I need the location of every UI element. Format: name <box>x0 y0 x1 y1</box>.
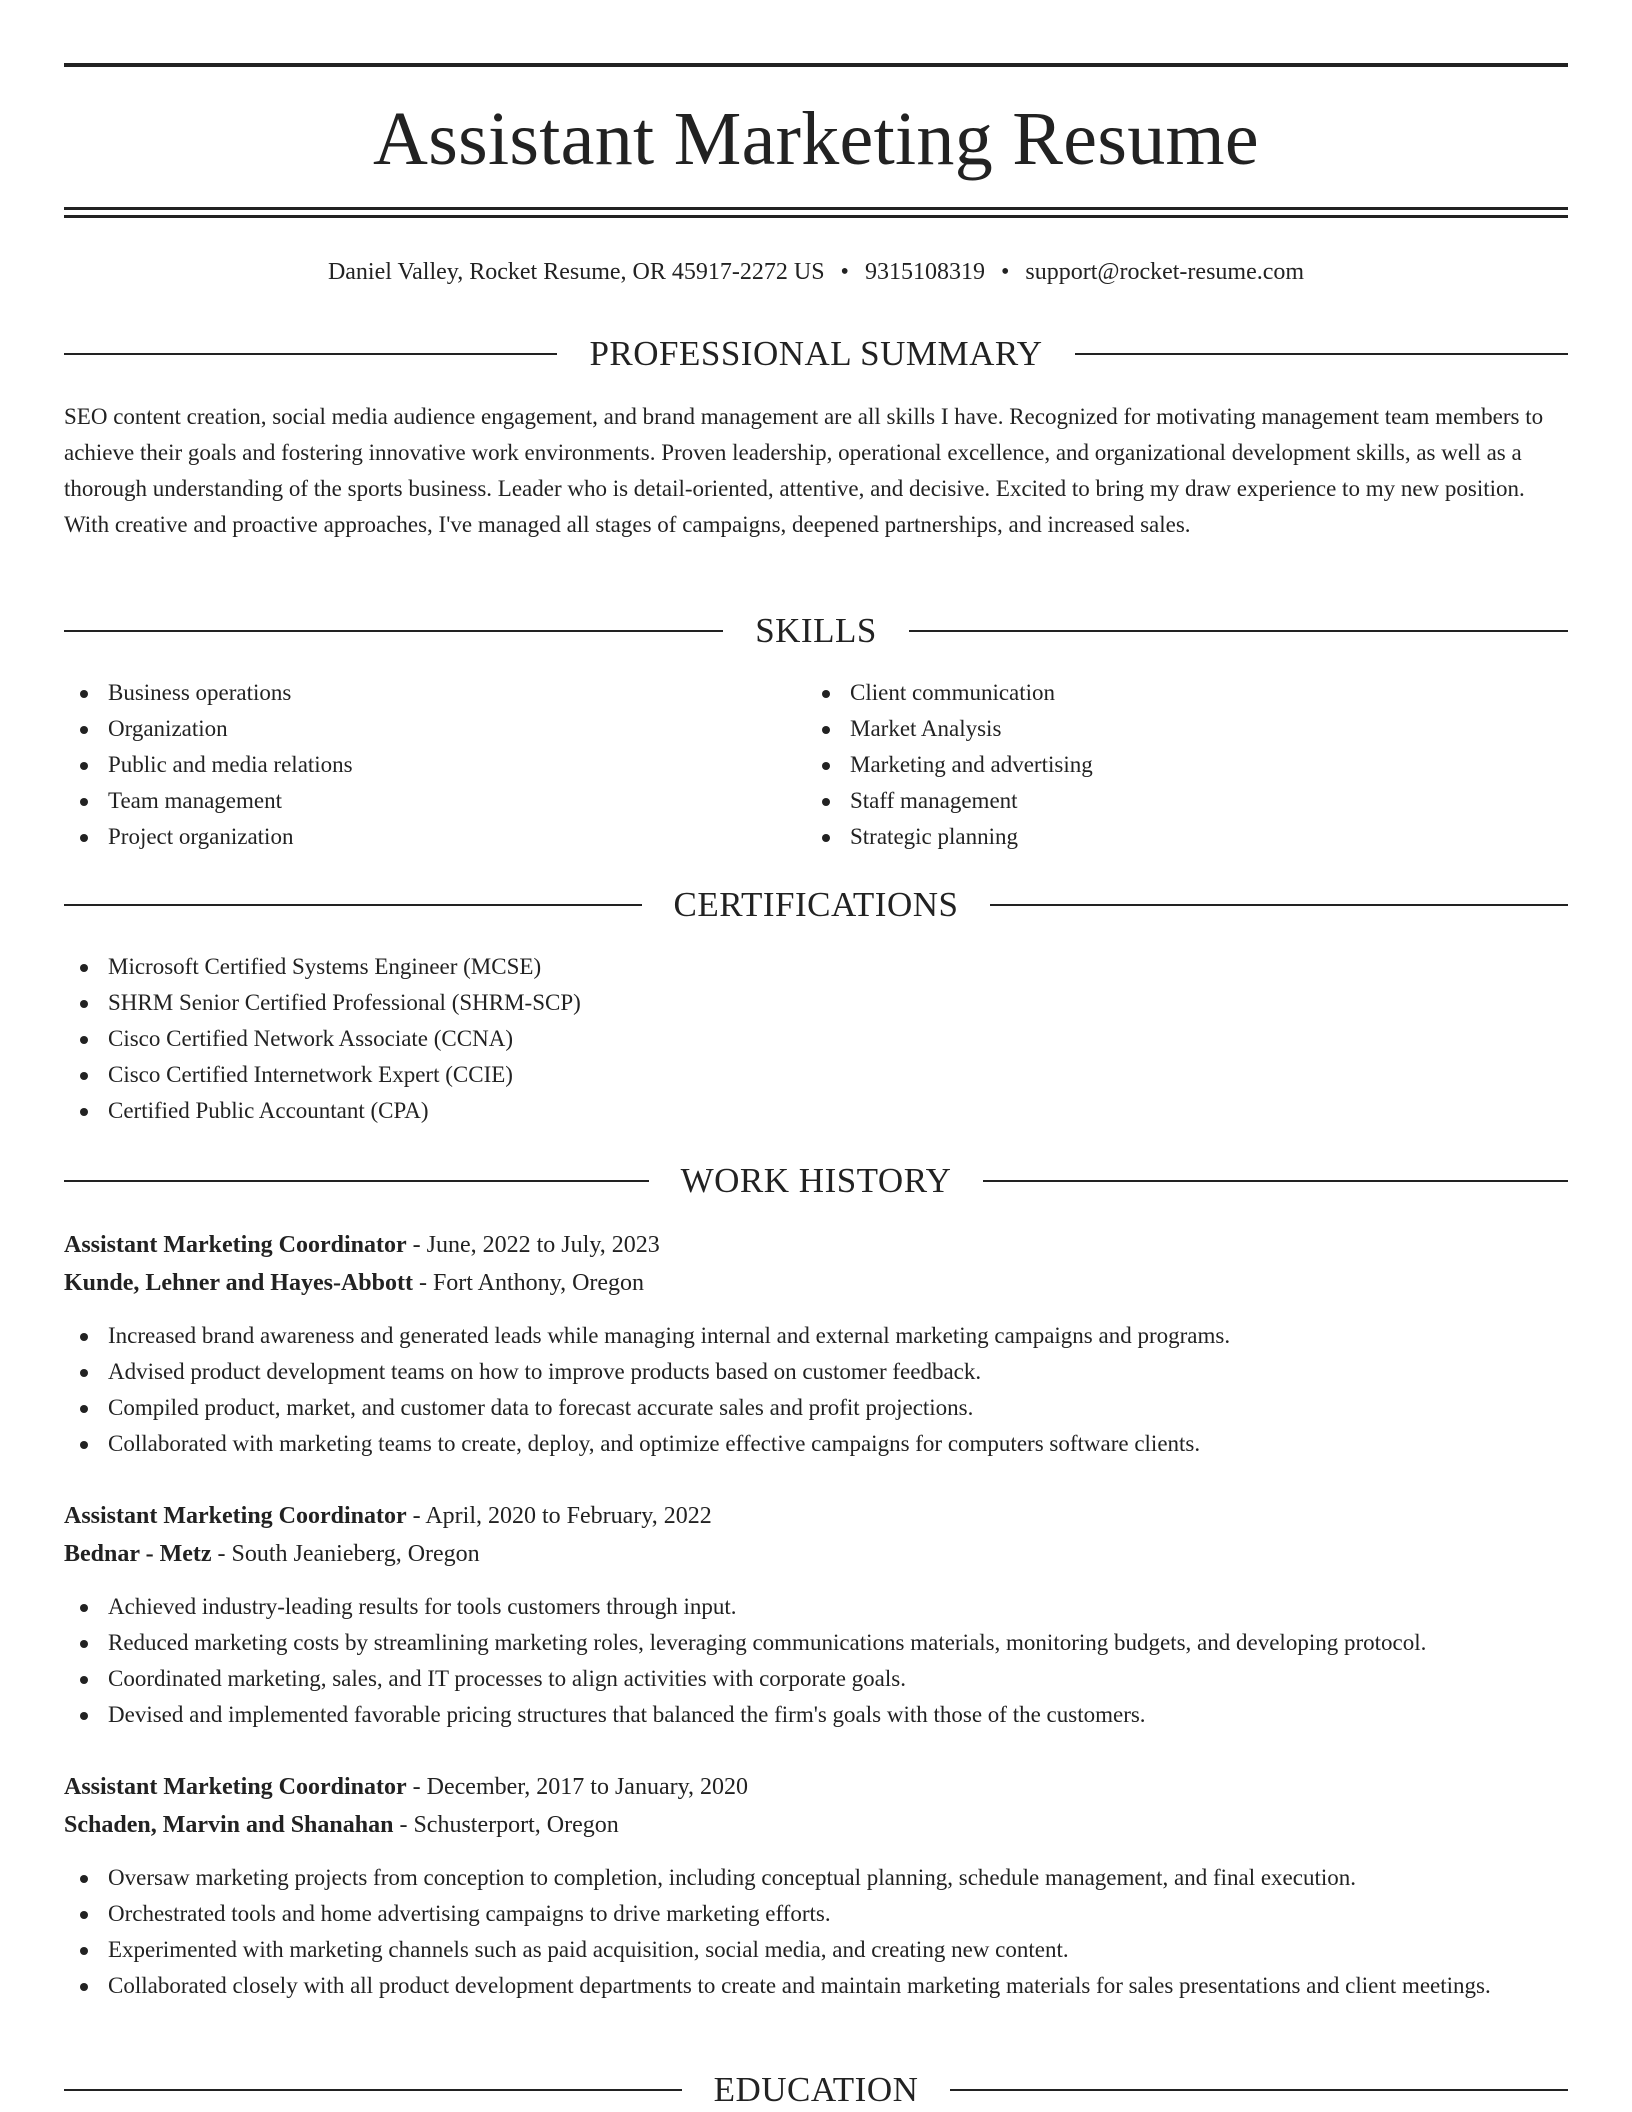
job-bullet: Advised product development teams on how to improve products based on customer feedback. <box>64 1354 1568 1390</box>
section-rule <box>1075 353 1568 355</box>
job-location: - Schusterport, Oregon <box>393 1812 619 1838</box>
contact-phone: 9315108319 <box>864 259 985 285</box>
section-title: CERTIFICATIONS <box>673 885 959 924</box>
section-header-skills <box>64 609 1568 653</box>
contact-separator: • <box>1000 259 1010 285</box>
title-rule-lower <box>64 215 1568 218</box>
job-location: - Fort Anthony, Oregon <box>412 1270 645 1296</box>
skill-item: Market Analysis <box>806 711 1506 747</box>
job-bullet: Compiled product, market, and customer data to forecast accurate sales and profit projections. <box>64 1390 1568 1426</box>
job-title: Assistant Marketing Coordinator <box>64 1774 407 1800</box>
job-bullet: Collaborated closely with all product development departments to create and maintain marketing materials for sales presentations and client meetings. <box>64 1968 1568 2004</box>
skill-item: Strategic planning <box>806 819 1506 855</box>
job-bullet: Orchestrated tools and home advertising campaigns to drive marketing efforts. <box>64 1896 1568 1932</box>
contact-address: Daniel Valley, Rocket Resume, OR 45917-2272 US <box>327 259 825 285</box>
job-company-line <box>64 1535 1568 1573</box>
section-rule <box>64 1180 649 1182</box>
job-dates: - April, 2020 to February, 2022 <box>406 1503 712 1529</box>
skill-item: Public and media relations <box>64 747 806 783</box>
job-title-line <box>64 1768 1568 1806</box>
job-dates: - June, 2022 to July, 2023 <box>406 1232 660 1258</box>
section-header-education <box>64 2068 1568 2112</box>
job-bullet: Oversaw marketing projects from conception to completion, including conceptual planning, schedule management, and final execution. <box>64 1860 1568 1896</box>
job-title: Assistant Marketing Coordinator <box>64 1232 407 1258</box>
contact-separator: • <box>840 259 849 285</box>
certifications-list <box>64 949 1568 1129</box>
certification-item: Microsoft Certified Systems Engineer (MCSE) <box>64 949 1568 985</box>
skills-column-left <box>64 675 806 855</box>
section-rule <box>990 904 1568 906</box>
skill-item: Business operations <box>64 675 806 711</box>
certification-item: Cisco Certified Network Associate (CCNA) <box>64 1021 1568 1057</box>
certification-item: SHRM Senior Certified Professional (SHRM-SCP) <box>64 985 1568 1021</box>
section-rule <box>64 630 723 632</box>
job-company-line <box>64 1806 1568 1844</box>
section-rule <box>909 630 1568 632</box>
job-bullet: Collaborated with marketing teams to create, deploy, and optimize effective campaigns for computers software clients. <box>64 1426 1568 1462</box>
skill-item: Client communication <box>806 675 1506 711</box>
job-bullet: Increased brand awareness and generated leads while managing internal and external marketing campaigns and programs. <box>64 1318 1568 1354</box>
job-bullet: Coordinated marketing, sales, and IT processes to align activities with corporate goals. <box>64 1661 1568 1697</box>
section-rule <box>64 353 557 355</box>
section-title: EDUCATION <box>713 2070 919 2109</box>
skill-item: Project organization <box>64 819 806 855</box>
job-location: - South Jeanieberg, Oregon <box>211 1541 480 1567</box>
job-company-line <box>64 1264 1568 1302</box>
job-dates: - December, 2017 to January, 2020 <box>406 1774 749 1800</box>
job-company: Schaden, Marvin and Shanahan <box>64 1812 394 1838</box>
job-title-line <box>64 1226 1568 1264</box>
certification-item: Certified Public Accountant (CPA) <box>64 1093 1568 1129</box>
skill-item: Marketing and advertising <box>806 747 1506 783</box>
title-rule-upper <box>64 207 1568 210</box>
section-rule <box>950 2089 1568 2091</box>
job-company: Kunde, Lehner and Hayes-Abbott <box>64 1270 413 1296</box>
top-rule <box>64 63 1568 67</box>
job-entry <box>64 1497 1568 1733</box>
section-title: WORK HISTORY <box>680 1161 952 1200</box>
skill-item: Team management <box>64 783 806 819</box>
section-title: PROFESSIONAL SUMMARY <box>589 334 1043 373</box>
contact-line <box>64 256 1568 288</box>
skills-list <box>64 675 1568 855</box>
job-title: Assistant Marketing Coordinator <box>64 1503 407 1529</box>
section-rule <box>983 1180 1568 1182</box>
skill-item: Staff management <box>806 783 1506 819</box>
job-bullet: Experimented with marketing channels such as paid acquisition, social media, and creating new content. <box>64 1932 1568 1968</box>
section-rule <box>64 2089 682 2091</box>
job-entry <box>64 1768 1568 2004</box>
section-title: SKILLS <box>755 611 877 650</box>
job-entry <box>64 1226 1568 1462</box>
page-title: Assistant Marketing Resume <box>373 97 1259 181</box>
summary-paragraph: SEO content creation, social media audience engagement, and brand management are all skills I have. Recognized for motivating management team members to achieve their goals and fostering innovative work environments. Proven leadership, operational excellence, and organizational development skills, as well as a thorough understanding of the sports business. Leader who is detail-oriented, attentive, and decisive. Excited to bring my draw experience to my new position. With creative and proactive approaches, I've managed all stages of campaigns, deepened partnerships, and increased sales. <box>64 404 1544 537</box>
job-company: Bednar - Metz <box>64 1541 212 1567</box>
section-rule <box>64 904 642 906</box>
job-bullets <box>64 1860 1568 2004</box>
skills-column-right <box>806 675 1506 855</box>
job-bullet: Reduced marketing costs by streamlining marketing roles, leveraging communications materials, monitoring budgets, and developing protocol. <box>64 1625 1568 1661</box>
job-bullets <box>64 1589 1568 1733</box>
skill-item: Organization <box>64 711 806 747</box>
contact-email: support@rocket-resume.com <box>1025 259 1305 285</box>
job-bullet: Devised and implemented favorable pricing structures that balanced the firm's goals with those of the customers. <box>64 1697 1568 1733</box>
job-bullets <box>64 1318 1568 1462</box>
section-header-summary <box>64 332 1568 376</box>
section-header-work-history <box>64 1159 1568 1203</box>
job-bullet: Achieved industry-leading results for tools customers through input. <box>64 1589 1568 1625</box>
section-header-certifications <box>64 883 1568 927</box>
certification-item: Cisco Certified Internetwork Expert (CCIE) <box>64 1057 1568 1093</box>
job-title-line <box>64 1497 1568 1535</box>
